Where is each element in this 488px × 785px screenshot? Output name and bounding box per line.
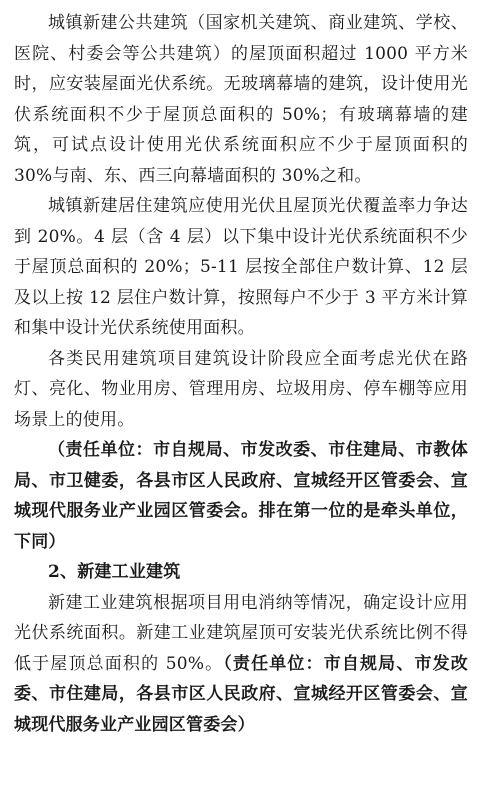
paragraph-civil-buildings: 各类民用建筑项目建筑设计阶段应全面考虑光伏在路灯、亮化、物业用房、管理用房、垃圾用房、停车棚等应用场景上的使用。 (14, 348, 468, 430)
paragraph-public-buildings: 城镇新建公共建筑（国家机关建筑、商业建筑、学校、医院、村委会等公共建筑）的屋顶面积超过 1000 平方米时，应安装屋面光伏系统。无玻璃幕墙的建筑，设计使用光伏系统面积不少于屋顶总面积的 50%；有玻璃幕墙的建筑，可试点设计使用光伏系统面积应不少于屋顶面积的 30%与南、东、西三向幕墙面积的 30%之和。 (14, 13, 468, 186)
paragraph-responsible-units: （责任单位：市自规局、市发改委、市住建局、市教体局、市卫健委，各县市区人民政府、宣城经开区管委会、宣城现代服务业产业园区管委会。排在第一位的是牵头单位，下同） (14, 440, 468, 552)
paragraph-residential-buildings: 城镇新建居住建筑应使用光伏且屋顶光伏覆盖率力争达到 20%。4 层（含 4 层）以下集中设计光伏系统面积不少于屋顶总面积的 20%；5-11 层按全部住户数计算、12 层及以上按 12 层住户数计算，按照每户不少于 3 平方米计算和集中设计光伏系统使用面积。 (14, 196, 468, 338)
document-page (14, 8, 468, 740)
section-heading-industrial: 2、新建工业建筑 (48, 562, 181, 582)
industrial-responsible-units: （责任单位：市自规局、市发改委、市住建局，各县市区人民政府、宣城经开区管委会、宣城现代服务业产业园区管委会） (14, 653, 468, 735)
paragraph-industrial-buildings (14, 588, 468, 741)
industrial-text: 新建工业建筑根据项目用电消纳等情况，确定设计应用光伏系统面积。新建工业建筑屋顶可安装光伏系统比例不得低于屋顶总面积的 50%。 (14, 592, 468, 674)
